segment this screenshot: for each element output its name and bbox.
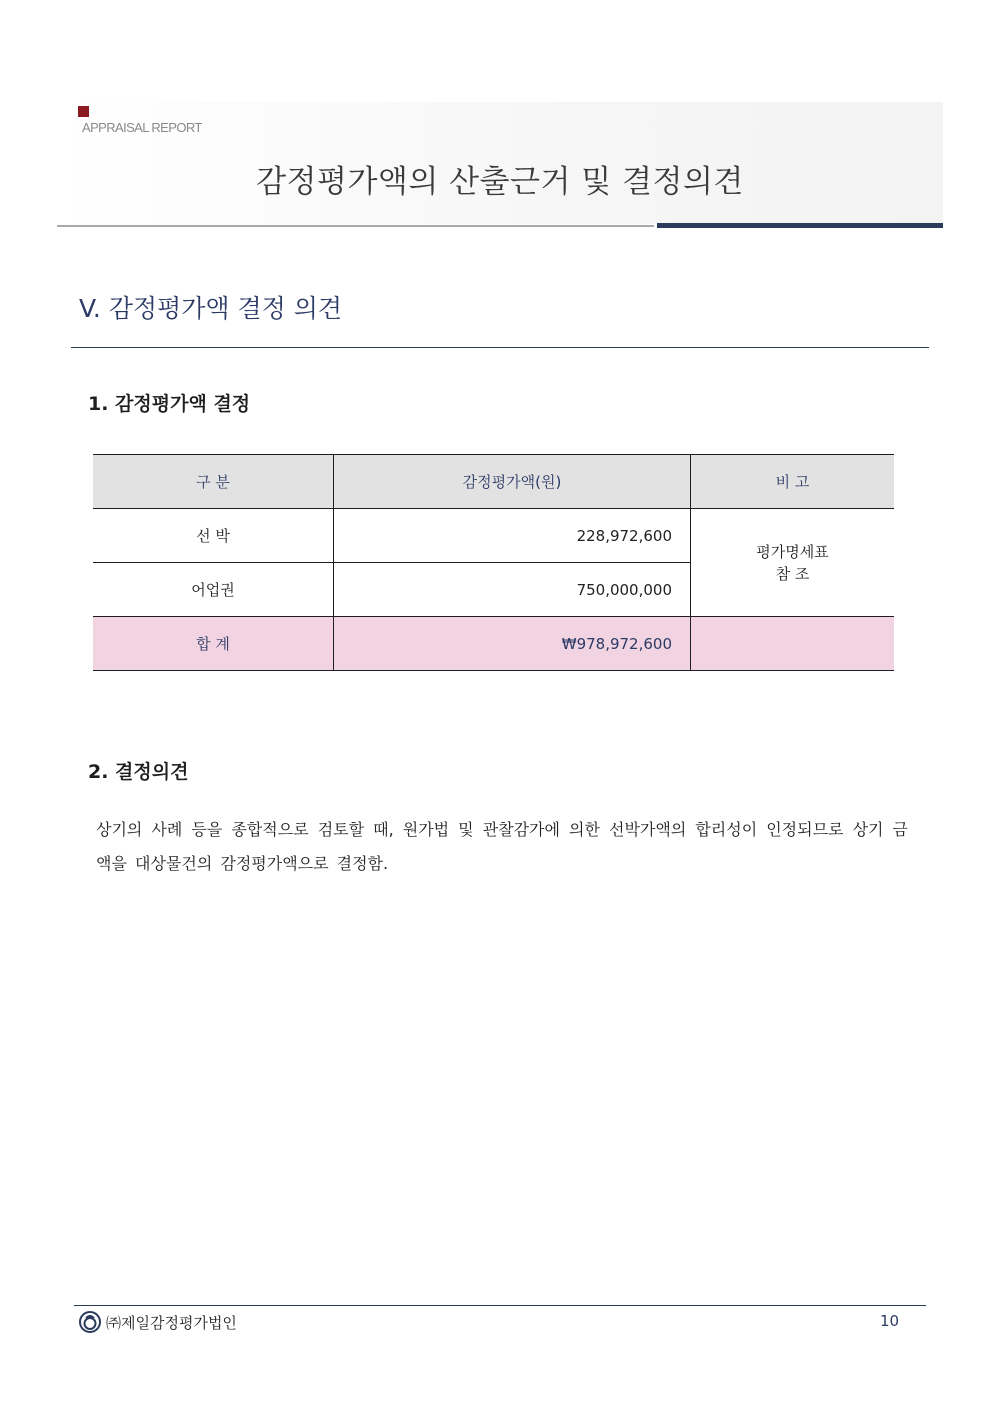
remark-cell <box>691 509 895 617</box>
total-amount: ₩978,972,600 <box>334 617 691 671</box>
footer-company-name: ㈜제일감정평가법인 <box>106 1314 237 1332</box>
remark-line: 평가명세표 <box>756 542 829 561</box>
footer-divider <box>74 1305 926 1306</box>
page-number: 10 <box>880 1312 900 1330</box>
header-divider-gray <box>57 225 654 227</box>
table-row <box>93 509 894 563</box>
remark-line: 참 조 <box>775 564 810 583</box>
section-heading: V. 감정평가액 결정 의견 <box>79 294 343 323</box>
row-category: 어업권 <box>93 563 334 617</box>
page-title: 감정평가액의 산출근거 및 결정의견 <box>256 164 744 200</box>
section-divider <box>71 347 929 348</box>
subheading-decision-opinion: 2. 결정의견 <box>88 761 189 783</box>
subheading-valuation-decision: 1. 감정평가액 결정 <box>88 393 251 415</box>
total-remark <box>691 617 895 671</box>
row-amount: 228,972,600 <box>334 509 691 563</box>
column-header-category: 구 분 <box>93 455 334 509</box>
header-divider-navy <box>657 223 943 228</box>
report-label: APPRAISAL REPORT <box>82 120 202 135</box>
total-label: 합 계 <box>93 617 334 671</box>
total-row <box>93 617 894 671</box>
report-marker-square <box>78 106 89 117</box>
row-amount: 750,000,000 <box>334 563 691 617</box>
decision-paragraph: 상기의 사례 등을 종합적으로 검토할 때, 원가법 및 관찰감가에 의한 선박가액의 합리성이 인정되므로 상기 금액을 대상물건의 감정평가액으로 결정함. <box>96 820 908 873</box>
valuation-table <box>93 454 894 671</box>
column-header-amount: 감정평가액(원) <box>334 455 691 509</box>
row-category: 선 박 <box>93 509 334 563</box>
column-header-remark: 비 고 <box>691 455 895 509</box>
company-logo-icon <box>79 1311 101 1333</box>
table-header-row <box>93 455 894 509</box>
